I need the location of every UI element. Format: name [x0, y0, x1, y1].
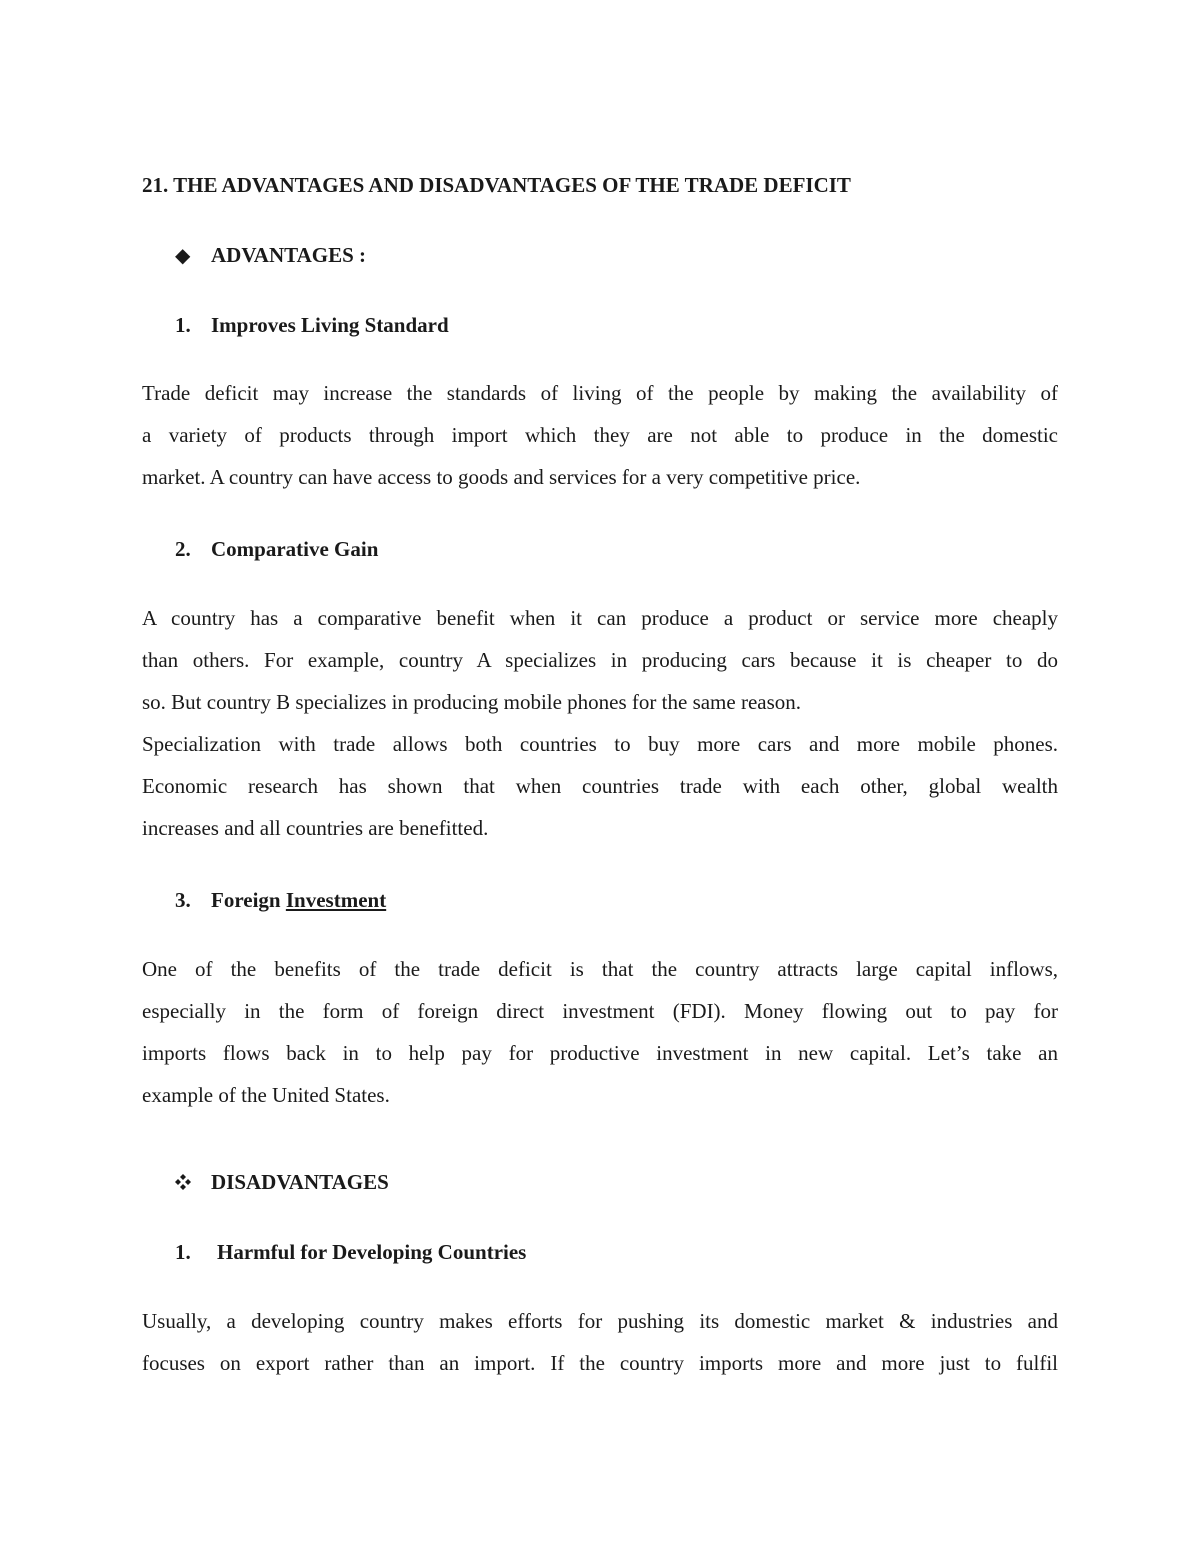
- disadvantages-heading-row: [175, 1170, 389, 1195]
- advantages-heading: ADVANTAGES :: [211, 243, 366, 267]
- advantage-2-title: Comparative Gain: [211, 537, 379, 561]
- paragraph-line: Economic research has shown that when countries trade with each other, global wealth: [142, 774, 1058, 798]
- advantage-3-heading: [175, 888, 386, 912]
- advantage-3-title-underlined: Investment: [285, 888, 387, 912]
- advantage-1-title: Improves Living Standard: [211, 313, 449, 337]
- paragraph-line: Usually, a developing country makes efforts for pushing its domestic market & industries and: [142, 1309, 1058, 1333]
- paragraph-line: A country has a comparative benefit when it can produce a product or service more cheaply: [142, 606, 1058, 630]
- paragraph-line: so. But country B specializes in producing mobile phones for the same reason.: [142, 690, 802, 714]
- disadvantages-heading: DISADVANTAGES: [211, 1170, 389, 1194]
- advantages-heading-row: [175, 243, 366, 268]
- advantage-1-paragraph: [142, 372, 1058, 498]
- advantage-1-number: 1.: [175, 313, 191, 337]
- paragraph-line: Trade deficit may increase the standards of living of the people by making the availability of: [142, 381, 1058, 405]
- advantage-3-title: Foreign: [211, 888, 281, 912]
- paragraph-line: especially in the form of foreign direct investment (FDI). Money flowing out to pay for: [142, 999, 1058, 1023]
- paragraph-line: focuses on export rather than an import. If the country imports more and more just to fulfil: [142, 1351, 1058, 1375]
- advantage-3-paragraph: [142, 948, 1058, 1116]
- four-diamond-bullet-icon: [175, 1171, 211, 1195]
- paragraph-line: example of the United States.: [142, 1083, 390, 1107]
- paragraph-line: One of the benefits of the trade deficit is that the country attracts large capital inflows,: [142, 957, 1058, 981]
- advantage-2-paragraph: [142, 597, 1058, 849]
- paragraph-line: than others. For example, country A specializes in producing cars because it is cheaper to do: [142, 648, 1058, 672]
- disadvantage-1-paragraph: [142, 1300, 1058, 1384]
- paragraph-line: market. A country can have access to goods and services for a very competitive price.: [142, 465, 861, 489]
- disadvantage-1-number: 1.: [175, 1240, 191, 1264]
- paragraph-line: increases and all countries are benefitted.: [142, 816, 489, 840]
- document-title: 21. THE ADVANTAGES AND DISADVANTAGES OF THE TRADE DEFICIT: [142, 173, 851, 197]
- advantage-1-heading: [175, 313, 449, 337]
- paragraph-line: Specialization with trade allows both countries to buy more cars and more mobile phones.: [142, 732, 1058, 756]
- paragraph-line: a variety of products through import which they are not able to produce in the domestic: [142, 423, 1058, 447]
- advantage-3-number: 3.: [175, 888, 191, 912]
- disadvantage-1-title: Harmful for Developing Countries: [217, 1240, 527, 1264]
- advantage-2-heading: [175, 537, 378, 561]
- advantage-2-number: 2.: [175, 537, 191, 561]
- diamond-bullet-icon: ◆: [175, 245, 191, 267]
- paragraph-line: imports flows back in to help pay for productive investment in new capital. Let’s take an: [142, 1041, 1058, 1065]
- disadvantage-1-heading: [175, 1240, 526, 1264]
